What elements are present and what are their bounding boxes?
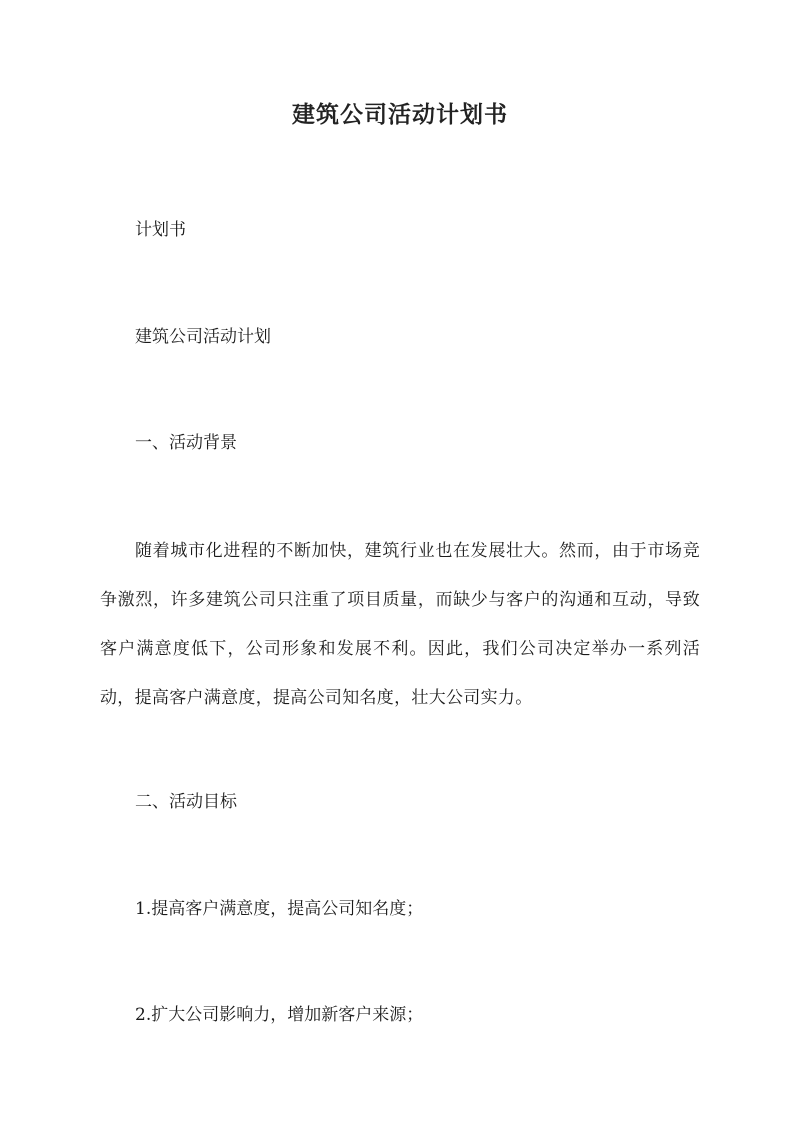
section-heading-goals: 二、活动目标 [135, 792, 237, 812]
goal-item-2: 2.扩大公司影响力，增加新客户来源； [135, 1005, 424, 1025]
plan-subtitle: 建筑公司活动计划 [135, 327, 271, 347]
document-title: 建筑公司活动计划书 [292, 101, 508, 128]
plan-label: 计划书 [135, 220, 186, 240]
goal-item-1: 1.提高客户满意度，提高公司知名度； [135, 899, 424, 919]
background-paragraph: 随着城市化进程的不断加快，建筑行业也在发展壮大。然而，由于市场竞争激烈，许多建筑公司只注重了项目质量，而缺少与客户的沟通和互动，导致客户满意度低下，公司形象和发展不利。因此，我们公司决定举办一系列活动，提高客户满意度，提高公司知名度，壮大公司实力。 [100, 541, 700, 708]
section-heading-background: 一、活动背景 [135, 433, 237, 453]
